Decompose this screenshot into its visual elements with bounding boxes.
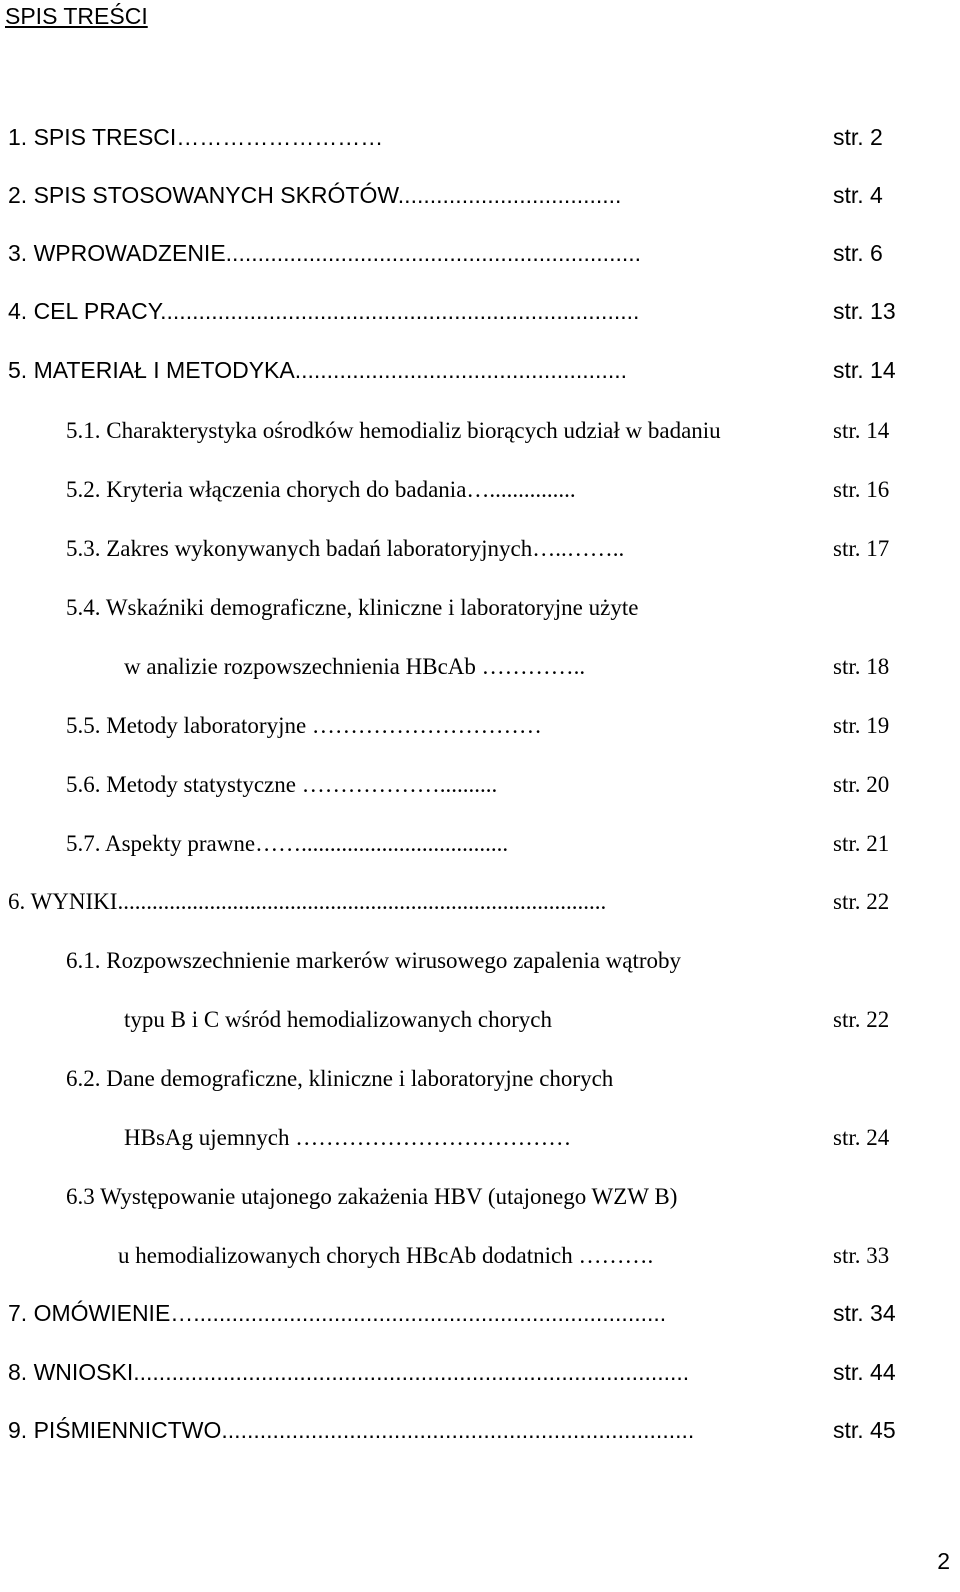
toc-entry-text: 4. CEL PRACY........................................................................... <box>8 298 640 324</box>
toc-entry-7[interactable] <box>8 1297 760 1329</box>
toc-entry-page: str. 22 <box>833 1007 890 1032</box>
toc-entry-5-5[interactable] <box>66 710 786 742</box>
toc-entry-page: str. 19 <box>833 713 890 738</box>
toc-entry-page: str. 17 <box>833 536 890 561</box>
toc-entry-page: str. 4 <box>833 182 883 208</box>
toc-entry-text: 1. SPIS TRESCI……………………… <box>8 124 384 150</box>
toc-entry-9[interactable] <box>8 1414 760 1446</box>
toc-entry-5-1[interactable] <box>66 415 826 447</box>
toc-entry-page: str. 13 <box>833 298 896 324</box>
toc-entry-6-1-cont[interactable] <box>124 1004 804 1036</box>
toc-entry-page: str. 24 <box>833 1125 890 1150</box>
toc-entry-page: str. 2 <box>833 124 883 150</box>
page-title: SPIS TREŚCI <box>5 3 148 29</box>
toc-entry-text: 5.2. Kryteria włączenia chorych do badania…............... <box>66 477 576 502</box>
toc-entry-text: HBsAg ujemnych ……………………………… <box>124 1125 572 1150</box>
toc-entry-5[interactable] <box>8 354 760 386</box>
toc-entry-page: str. 34 <box>833 1300 896 1326</box>
toc-entry-text: 6.1. Rozpowszechnienie markerów wirusowego zapalenia wątroby <box>66 948 682 973</box>
toc-entry-page: str. 16 <box>833 477 890 502</box>
toc-entry-text: 6.3 Występowanie utajonego zakażenia HBV (utajonego WZW B) <box>66 1184 678 1209</box>
toc-entry-text: 5.6. Metody statystyczne ……………….......... <box>66 772 498 797</box>
toc-entry-6-3[interactable] <box>66 1181 826 1213</box>
toc-entry-text: 6.2. Dane demograficzne, kliniczne i laboratoryjne chorych <box>66 1066 614 1091</box>
toc-entry-page: str. 44 <box>833 1359 896 1385</box>
toc-entry-page: str. 45 <box>833 1417 896 1443</box>
toc-entry-page: str. 6 <box>833 240 883 266</box>
toc-entry-text: w analizie rozpowszechnienia HBcAb ………….. <box>124 654 586 679</box>
toc-entry-text: 5. MATERIAŁ I METODYKA.................................................... <box>8 357 628 383</box>
toc-entry-5-7[interactable] <box>66 828 786 860</box>
toc-entry-text: 5.1. Charakterystyka ośrodków hemodializ biorących udział w badaniu <box>66 418 721 443</box>
toc-entry-text: 7. OMÓWIENIE….......................................................................... <box>8 1300 667 1326</box>
toc-entry-6-1[interactable] <box>66 945 806 977</box>
toc-entry-3[interactable] <box>8 237 760 269</box>
toc-entry-5-4[interactable] <box>66 592 806 624</box>
toc-entry-text: 5.7. Aspekty prawne…….................................... <box>66 831 509 856</box>
toc-entry-text: 8. WNIOSKI....................................................................................... <box>8 1359 690 1385</box>
toc-entry-text: 5.5. Metody laboratoryjne ………………………… <box>66 713 542 738</box>
toc-entry-4[interactable] <box>8 295 760 327</box>
toc-entry-6[interactable] <box>8 886 768 918</box>
toc-entry-page: str. 33 <box>833 1243 890 1268</box>
toc-entry-5-6[interactable] <box>66 769 786 801</box>
toc-entry-6-2[interactable] <box>66 1063 806 1095</box>
toc-entry-8[interactable] <box>8 1356 760 1388</box>
toc-entry-5-3[interactable] <box>66 533 786 565</box>
toc-entry-page: str. 18 <box>833 654 890 679</box>
toc-entry-2[interactable] <box>8 179 760 211</box>
toc-entry-page: str. 14 <box>833 418 890 443</box>
toc-entry-page: str. 21 <box>833 831 890 856</box>
toc-entry-page: str. 22 <box>833 889 890 914</box>
toc-entry-text: typu B i C wśród hemodializowanych chorych <box>124 1007 552 1032</box>
toc-entry-text: 3. WPROWADZENIE................................................................. <box>8 240 642 266</box>
toc-entry-6-3-cont[interactable] <box>118 1240 798 1272</box>
toc-entry-1[interactable] <box>8 121 758 153</box>
toc-entry-5-2[interactable] <box>66 474 786 506</box>
toc-entry-text: 6. WYNIKI..................................................................................... <box>8 889 607 914</box>
toc-entry-page: str. 14 <box>833 357 896 383</box>
toc-entry-text: u hemodializowanych chorych HBcAb dodatnich ………. <box>118 1243 654 1268</box>
toc-entry-6-2-cont[interactable] <box>124 1122 784 1154</box>
toc-entry-page: str. 20 <box>833 772 890 797</box>
toc-entry-text: 5.4. Wskaźniki demograficzne, kliniczne i laboratoryjne użyte <box>66 595 639 620</box>
toc-entry-text: 2. SPIS STOSOWANYCH SKRÓTÓW................................... <box>8 182 622 208</box>
toc-entry-text: 5.3. Zakres wykonywanych badań laboratoryjnych…..…….. <box>66 536 625 561</box>
toc-entry-text: 9. PIŚMIENNICTWO.......................................................................... <box>8 1417 695 1443</box>
page-number: 2 <box>937 1548 950 1574</box>
toc-entry-5-4-cont[interactable] <box>124 651 784 683</box>
